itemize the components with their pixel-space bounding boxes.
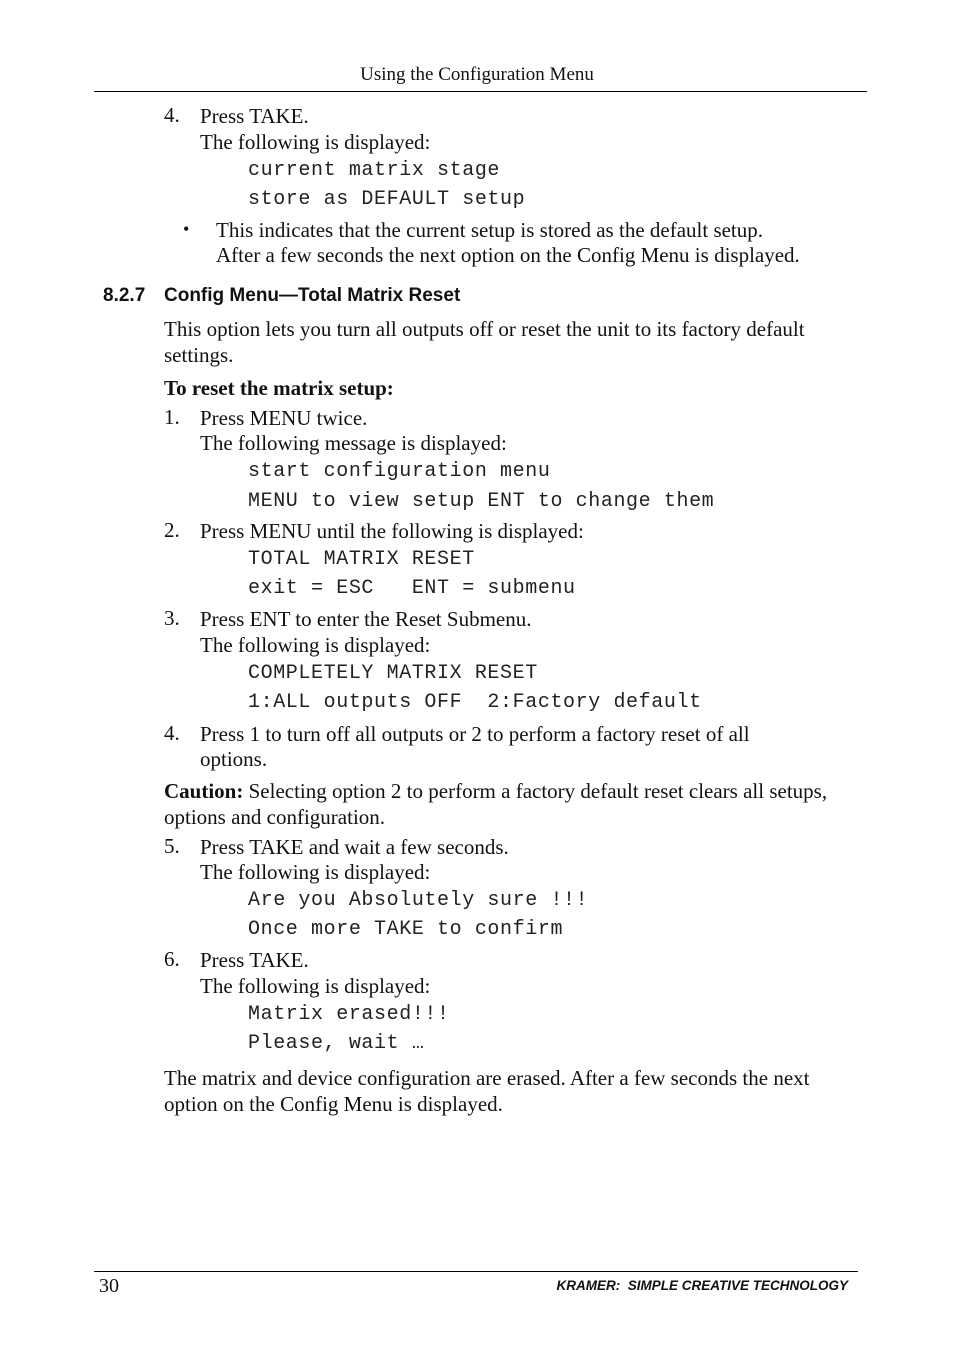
step-number: 4. — [164, 103, 180, 127]
step-number: 6. — [164, 947, 180, 971]
footer-rule — [94, 1271, 858, 1272]
display-line: MENU to view setup ENT to change them — [248, 490, 715, 513]
step-text: The following is displayed: — [200, 633, 431, 657]
display-line: Once more TAKE to confirm — [248, 918, 564, 941]
step-text: Press MENU until the following is displayed: — [200, 519, 584, 543]
caution-text: Selecting option 2 to perform a factory default reset clears all setups, options and configuration. — [164, 779, 828, 829]
procedure-heading: To reset the matrix setup: — [164, 376, 394, 400]
step-text: The following is displayed: — [200, 974, 431, 998]
display-line: 1:ALL outputs OFF 2:Factory default — [248, 691, 702, 714]
footer-brand: KRAMER: SIMPLE CREATIVE TECHNOLOGY — [556, 1278, 848, 1293]
display-line: TOTAL MATRIX RESET — [248, 548, 475, 571]
step-text: The following message is displayed: — [200, 431, 507, 455]
section-intro: This option lets you turn all outputs off or reset the unit to its factory default settings. — [164, 317, 805, 367]
section-title: Config Menu—Total Matrix Reset — [164, 285, 461, 306]
display-line: store as DEFAULT setup — [248, 188, 526, 211]
display-line: Are you Absolutely sure !!! — [248, 889, 589, 912]
display-line: current matrix stage — [248, 159, 501, 182]
step-text: Press TAKE and wait a few seconds. — [200, 835, 509, 859]
bullet-text: This indicates that the current setup is stored as the default setup. — [216, 218, 764, 242]
display-line: COMPLETELY MATRIX RESET — [248, 662, 538, 685]
step-number: 3. — [164, 606, 180, 630]
step-number: 2. — [164, 518, 180, 542]
bullet-icon: • — [183, 219, 190, 239]
step-text: Press TAKE. — [200, 948, 309, 972]
step-number: 1. — [164, 405, 180, 429]
display-line: start configuration menu — [248, 460, 551, 483]
display-line: Matrix erased!!! — [248, 1003, 450, 1026]
header-rule — [94, 91, 867, 92]
display-line: exit = ESC ENT = submenu — [248, 577, 576, 600]
bullet-text: After a few seconds the next option on the Config Menu is displayed. — [216, 243, 800, 267]
section-number: 8.2.7 — [103, 285, 146, 306]
step-text: options. — [200, 747, 268, 771]
step-number: 5. — [164, 834, 180, 858]
step-text: The following is displayed: — [200, 860, 431, 884]
step-number: 4. — [164, 721, 180, 745]
display-line: Please, wait … — [248, 1032, 425, 1055]
step-text: Press TAKE. — [200, 104, 309, 128]
step-text: Press ENT to enter the Reset Submenu. — [200, 607, 532, 631]
caution-note — [164, 778, 864, 830]
caution-label: Caution: — [164, 779, 244, 803]
closing-paragraph: The matrix and device configuration are erased. After a few seconds the next option on the Config Menu is displayed. — [164, 1066, 810, 1116]
page-header-title: Using the Configuration Menu — [360, 64, 594, 85]
step-text: Press MENU twice. — [200, 406, 368, 430]
step-text: The following is displayed: — [200, 130, 431, 154]
step-text: Press 1 to turn off all outputs or 2 to perform a factory reset of all — [200, 722, 750, 746]
page-number: 30 — [99, 1275, 119, 1297]
